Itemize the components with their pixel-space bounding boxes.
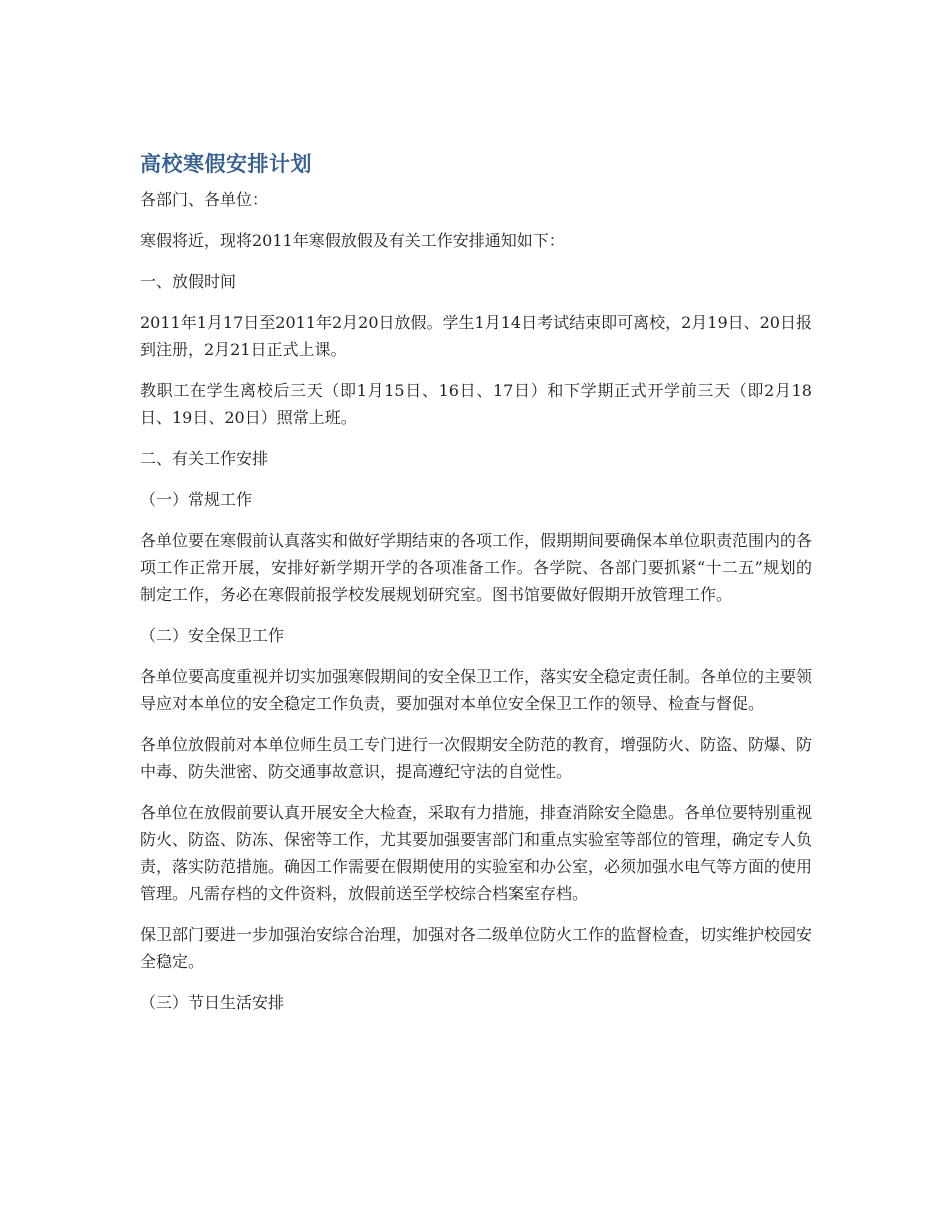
- salutation: 各部门、各单位：: [140, 190, 269, 209]
- paragraph-safety-education: 各单位放假前对本单位师生员工专门进行一次假期安全防范的教育，增强防火、防盗、防爆、防中毒、防失泄密、防交通事故意识，提高遵纪守法的自觉性。: [140, 735, 813, 781]
- paragraph-campus-security: 保卫部门要进一步加强治安综合治理，加强对各二级单位防火工作的监督检查，切实维护校园安全稳定。: [140, 925, 813, 971]
- section-heading-work-arrangements: 二、有关工作安排: [140, 449, 269, 468]
- paragraph-holiday-dates: 2011年1月17日至2011年2月20日放假。学生1月14日考试结束即可离校，2月19日、20日报到注册，2月21日正式上课。: [140, 313, 812, 359]
- paragraph-intro: 寒假将近，现将2011年寒假放假及有关工作安排通知如下：: [140, 231, 565, 250]
- paragraph-routine-work: 各单位要在寒假前认真落实和做好学期结束的各项工作，假期期间要确保本单位职责范围内的各项工作正常开展，安排好新学期开学的各项准备工作。各学院、各部门要抓紧“十二五”规划的制定工作，务必在寒假前报学校发展规划研究室。图书馆要做好假期开放管理工作。: [140, 531, 813, 604]
- document-title: 高校寒假安排计划: [140, 152, 312, 176]
- subsection-heading-routine-work: （一）常规工作: [140, 490, 253, 509]
- section-heading-holiday-time: 一、放假时间: [140, 272, 237, 291]
- paragraph-staff-schedule: 教职工在学生离校后三天（即1月15日、16日、17日）和下学期正式开学前三天（即2月18日、19日、20日）照常上班。: [140, 381, 812, 427]
- document-page: [140, 148, 812, 1030]
- subsection-heading-holiday-life: （三）节日生活安排: [140, 993, 285, 1012]
- subsection-heading-security: （二）安全保卫工作: [140, 626, 285, 645]
- paragraph-safety-inspection: 各单位在放假前要认真开展安全大检查，采取有力措施，排查消除安全隐患。各单位要特别重视防火、防盗、防冻、保密等工作，尤其要加强要害部门和重点实验室等部位的管理，确定专人负责，落实防范措施。确因工作需要在假期使用的实验室和办公室，必须加强水电气等方面的使用管理。凡需存档的文件资料，放假前送至学校综合档案室存档。: [140, 803, 813, 903]
- paragraph-security-responsibility: 各单位要高度重视并切实加强寒假期间的安全保卫工作，落实安全稳定责任制。各单位的主要领导应对本单位的安全稳定工作负责，要加强对本单位安全保卫工作的领导、检查与督促。: [140, 667, 813, 713]
